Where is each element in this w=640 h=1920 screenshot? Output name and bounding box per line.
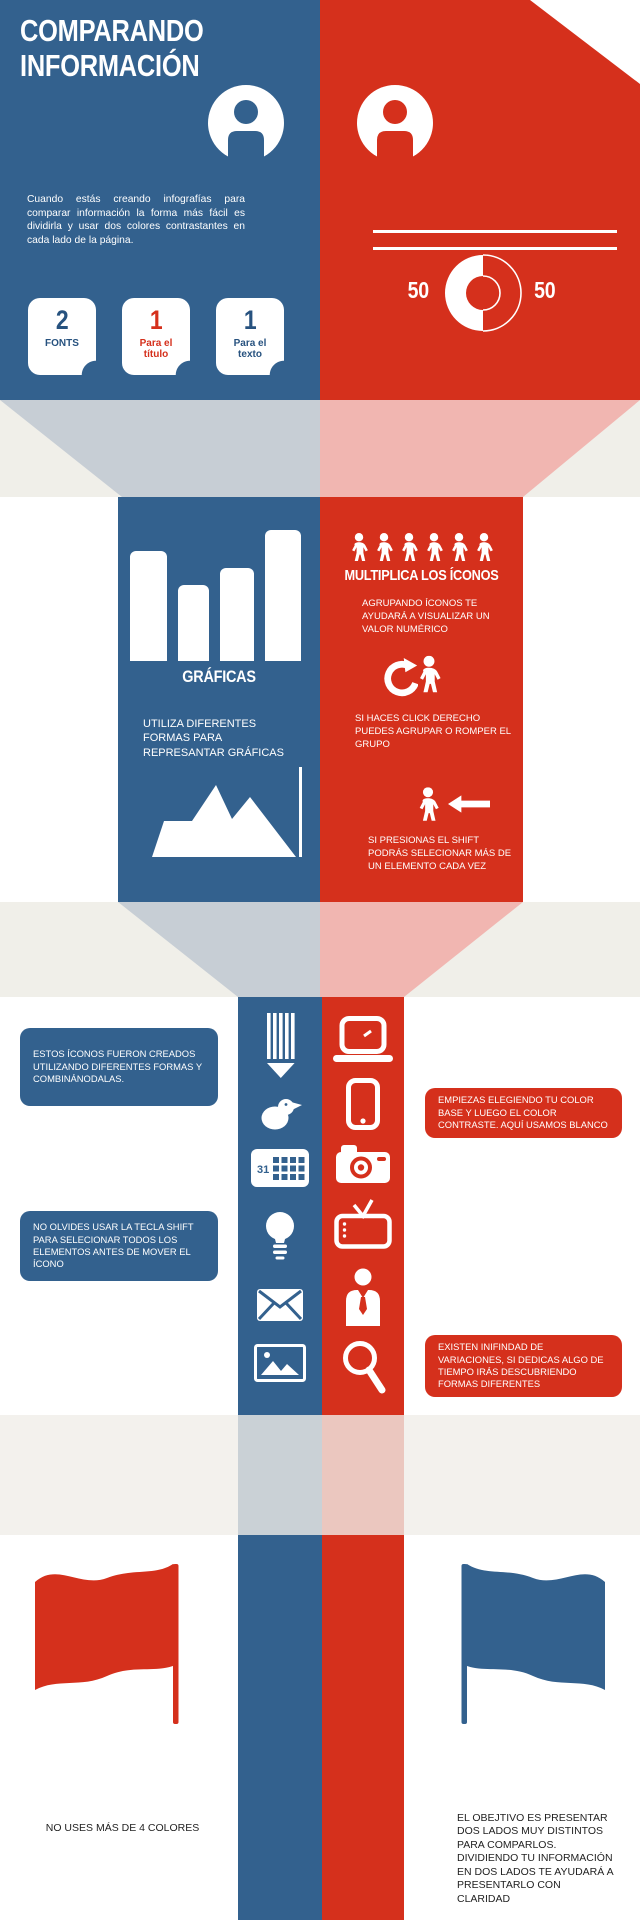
mid-red-panel bbox=[320, 497, 523, 902]
tip-shift: SI PRESIONAS EL SHIFT PODRÁS SELECIONAR MÁS DE UN ELEMENTO CADA VEZ bbox=[368, 835, 512, 873]
envelope-icon bbox=[257, 1289, 303, 1321]
businessman-icon bbox=[342, 1268, 384, 1326]
graficas-body: UTILIZA DIFERENTES FORMAS PARA REPRESANTAR GRÁFICAS bbox=[143, 718, 284, 759]
flag-red-icon bbox=[35, 1552, 185, 1742]
picture-icon bbox=[254, 1344, 306, 1382]
card-fonts bbox=[28, 298, 96, 375]
graficas-heading: GRÁFICAS bbox=[182, 667, 256, 686]
page-title bbox=[20, 14, 266, 83]
donut-value-left: 50 bbox=[407, 277, 429, 303]
card-label: FONTS bbox=[45, 338, 79, 349]
card-number: 1 bbox=[149, 305, 163, 335]
flag-blue-icon bbox=[455, 1552, 605, 1742]
card-texto bbox=[216, 298, 284, 375]
person-icon bbox=[416, 655, 442, 693]
calendar-icon bbox=[251, 1149, 309, 1187]
avatar-icon-right bbox=[357, 85, 433, 161]
bird-icon bbox=[258, 1095, 302, 1131]
avatar-icon-left bbox=[208, 85, 284, 161]
footer-right-note: EL OBEJTIVO ES PRESENTAR DOS LADOS MUY DISTINTOS PARA COMPARLOS. DIVIDIENDO TU INFORMACIÓN EN DOS LADOS TE AYUDARÁ A PRESENTARLO CON CLARIDAD bbox=[457, 1812, 613, 1905]
person-icon bbox=[374, 533, 394, 561]
bar bbox=[265, 530, 301, 661]
funnel-bottom-band bbox=[0, 902, 640, 997]
laptop-icon bbox=[333, 1016, 393, 1062]
area-chart-icon bbox=[150, 759, 310, 859]
tv-icon bbox=[334, 1195, 392, 1249]
smartphone-icon bbox=[346, 1078, 380, 1130]
funnel-top-band bbox=[0, 400, 640, 497]
svg-text:31: 31 bbox=[257, 1164, 270, 1176]
font-cards bbox=[28, 298, 290, 375]
equals-line-top bbox=[373, 230, 617, 233]
note-icons-creados: ESTOS ÍCONOS FUERON CREADOS UTILIZANDO DIFERENTES FORMAS Y COMBINÁNODALAS. bbox=[20, 1028, 218, 1106]
page-title-line2: INFORMACIÓN bbox=[20, 47, 200, 83]
lightbulb-icon bbox=[265, 1212, 295, 1264]
card-titulo bbox=[122, 298, 190, 375]
multiplica-heading: MULTIPLICA LOS ÍCONOS bbox=[344, 567, 499, 584]
person-icon bbox=[349, 533, 369, 561]
card-label: Para el título bbox=[139, 338, 173, 360]
footer-left-note: NO USES MÁS DE 4 COLORES bbox=[45, 1822, 200, 1834]
bar bbox=[220, 568, 254, 661]
person-icon bbox=[424, 533, 444, 561]
bar-chart bbox=[130, 527, 310, 661]
funnel-top bbox=[0, 400, 640, 497]
tip-agrupando: AGRUPANDO ÍCONOS TE AYUDARÁ A VISUALIZAR UN VALOR NUMÉRICO bbox=[362, 598, 490, 636]
card-label: Para el texto bbox=[233, 338, 267, 360]
card-number: 2 bbox=[55, 305, 69, 335]
person-icon bbox=[416, 787, 440, 821]
bar bbox=[130, 551, 167, 661]
donut-value-right: 50 bbox=[534, 277, 556, 303]
funnel-bottom bbox=[0, 902, 640, 997]
person-icon bbox=[399, 533, 419, 561]
donut-chart-50-50 bbox=[443, 253, 523, 333]
note-tecla-shift: NO OLVIDES USAR LA TECLA SHIFT PARA SELECIONAR TODOS LOS ELEMENTOS ANTES DE MOVER EL ÍCONO bbox=[20, 1211, 218, 1281]
pencil-icon bbox=[263, 1013, 297, 1079]
camera-icon bbox=[336, 1143, 390, 1183]
arrow-left-icon bbox=[448, 795, 490, 813]
tip-click-derecho: SI HACES CLICK DERECHO PUEDES AGRUPAR O ROMPER EL GRUPO bbox=[355, 713, 511, 751]
person-row bbox=[320, 533, 523, 561]
person-icon bbox=[474, 533, 494, 561]
fade-band bbox=[0, 1415, 640, 1535]
intro-text: Cuando estás creando infografías para comparar información la forma más fácil es dividirla y usar dos colores contrastantes en cada lado de la página. bbox=[27, 194, 245, 247]
person-icon bbox=[449, 533, 469, 561]
page-title-line1: COMPARANDO bbox=[20, 13, 204, 48]
top-red-panel bbox=[320, 0, 640, 400]
bar bbox=[178, 585, 209, 661]
note-color-base: EMPIEZAS ELEGIENDO TU COLOR BASE Y LUEGO EL COLOR CONTRASTE. AQUÍ USAMOS BLANCO bbox=[425, 1088, 622, 1138]
rotate-icon bbox=[376, 657, 418, 701]
mid-blue-panel bbox=[118, 497, 320, 902]
equals-line-bottom bbox=[373, 247, 617, 250]
magnifier-icon bbox=[339, 1339, 387, 1395]
note-variaciones: EXISTEN INIFINDAD DE VARIACIONES, SI DEDICAS ALGO DE TIEMPO IRÁS DESCUBRIENDO FORMAS DIFERENTES bbox=[425, 1335, 622, 1397]
card-number: 1 bbox=[243, 305, 257, 335]
